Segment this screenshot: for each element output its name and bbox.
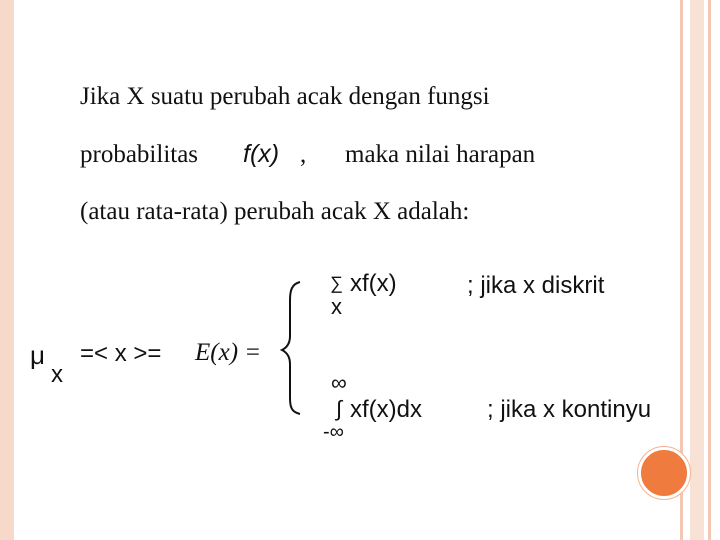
case-1-condition: ; jika x diskrit — [467, 272, 605, 299]
integral-upper-limit: ∞ — [331, 370, 347, 395]
expectation-function: E(x) = — [195, 339, 262, 366]
case-2-condition: ; jika x kontinyu — [487, 396, 652, 423]
case-1-expression: xf(x) — [350, 270, 397, 297]
slide-frame-left — [0, 0, 14, 540]
sum-subscript: x — [331, 294, 342, 319]
integral-symbol: ∫ — [336, 396, 343, 421]
paragraph-comma: , — [300, 141, 307, 168]
slide-frame-right-line-outer — [708, 0, 711, 540]
function-fx: f(x) — [243, 140, 280, 168]
paragraph-line-3: (atau rata-rata) perubah acak X adalah: — [80, 198, 470, 225]
sum-symbol: ∑ — [330, 273, 343, 293]
integral-lower-limit: -∞ — [323, 421, 344, 443]
paragraph-line-2-start: probabilitas — [80, 141, 199, 168]
mu-subscript: x — [51, 361, 63, 388]
paragraph-line-2-end: maka nilai harapan — [345, 141, 536, 168]
case-2-expression: xf(x)dx — [350, 396, 422, 423]
decorative-circle — [638, 447, 690, 499]
mu-symbol: μ — [30, 340, 45, 370]
expectation-notation: =< x >= — [80, 340, 162, 367]
left-brace-icon — [280, 280, 304, 416]
slide-frame-right-band — [690, 0, 704, 540]
paragraph-line-1: Jika X suatu perubah acak dengan fungsi — [80, 83, 490, 110]
